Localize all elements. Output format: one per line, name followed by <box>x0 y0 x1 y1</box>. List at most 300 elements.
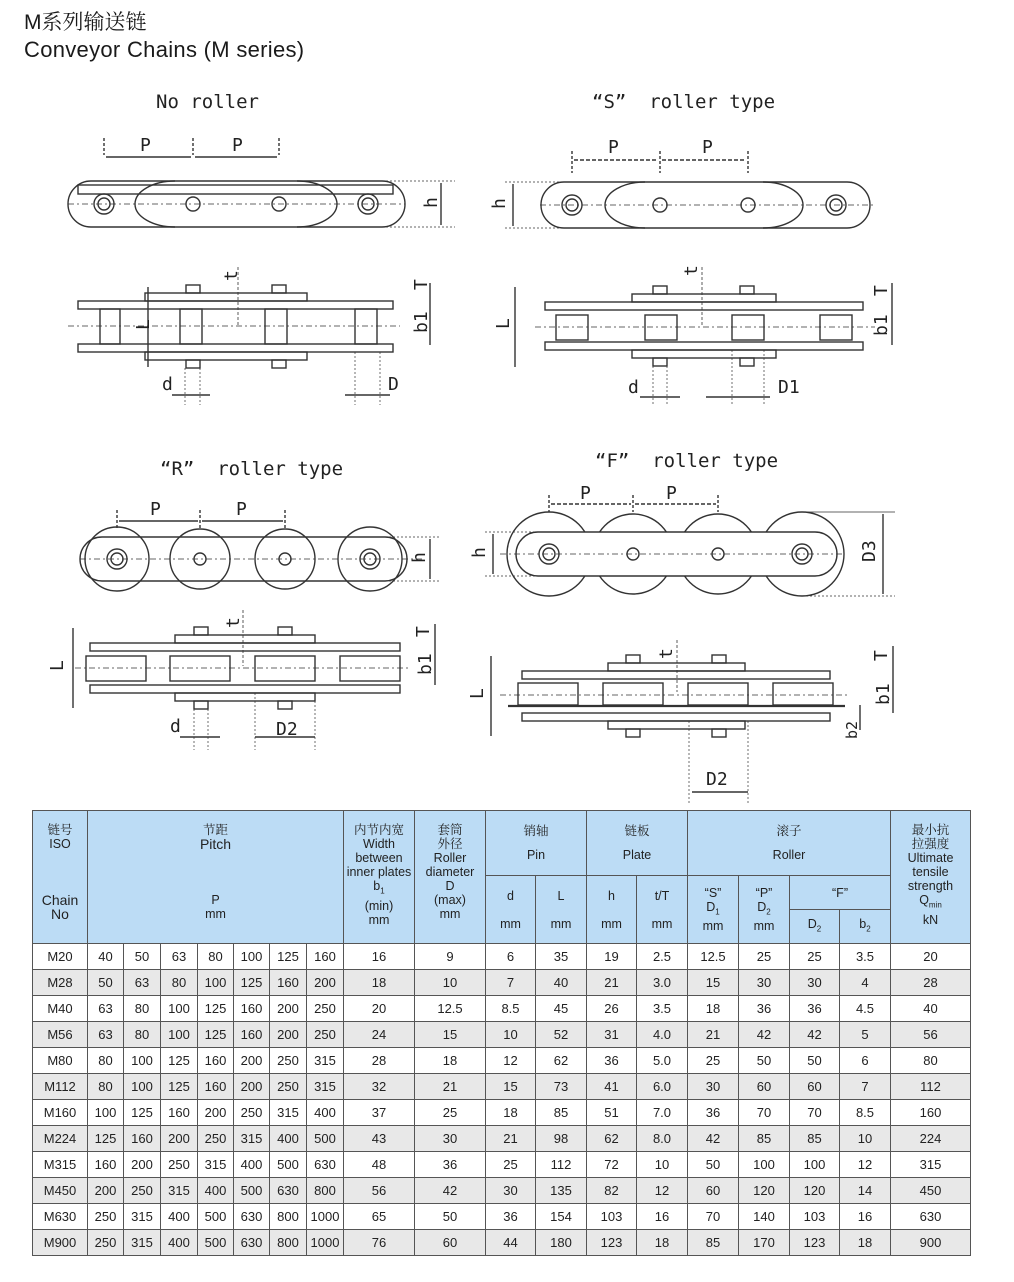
diagram-no-roller <box>60 85 460 415</box>
diagram-label: “R” roller type <box>160 458 344 480</box>
cell-pitch-6: 250 <box>307 996 344 1022</box>
cell-pitch-5: 200 <box>270 996 307 1022</box>
cell-pitch-2: 100 <box>161 1022 198 1048</box>
dim-label-T: T <box>411 279 432 290</box>
cell-plate-tT: 7.0 <box>637 1100 688 1126</box>
cell-pin-d: 25 <box>486 1152 536 1178</box>
cell-roller-diameter: 30 <box>415 1126 486 1152</box>
header-roller-diameter: 套筒 外径 Roller diameter D (max) mm <box>415 811 486 944</box>
cell-pitch-1: 80 <box>124 1022 161 1048</box>
cell-pitch-4: 400 <box>234 1152 270 1178</box>
dim-label-t: t <box>656 648 677 659</box>
cell-pitch-2: 80 <box>161 970 198 996</box>
table-row <box>33 944 971 970</box>
cell-pitch-6: 1000 <box>307 1230 344 1256</box>
cell-chain: M450 <box>33 1178 88 1204</box>
cell-pin-d: 44 <box>486 1230 536 1256</box>
cell-roller-f-D2: 85 <box>790 1126 840 1152</box>
cell-roller-f-b2: 3.5 <box>840 944 891 970</box>
cell-roller-f-D2: 103 <box>790 1204 840 1230</box>
cell-plate-h: 36 <box>587 1048 637 1074</box>
cell-roller-f-b2: 4 <box>840 970 891 996</box>
table-row <box>33 1126 971 1152</box>
header-roller-f-D2: $D_2$ <box>790 910 840 944</box>
cell-roller-f-D2: 25 <box>790 944 840 970</box>
cell-pitch-1: 200 <box>124 1152 161 1178</box>
cell-pin-L: 35 <box>536 944 587 970</box>
chain-drawing-f-roller <box>460 440 900 790</box>
header-plate-h: h mm <box>587 876 637 944</box>
cell-roller-p-D2: 30 <box>739 970 790 996</box>
table-row <box>33 1152 971 1178</box>
table-row <box>33 1230 971 1256</box>
cell-plate-h: 51 <box>587 1100 637 1126</box>
cell-pitch-2: 100 <box>161 996 198 1022</box>
cell-strength-Q: 40 <box>891 996 971 1022</box>
cell-strength-Q: 20 <box>891 944 971 970</box>
cell-pin-L: 98 <box>536 1126 587 1152</box>
cell-b1: 18 <box>344 970 415 996</box>
cell-roller-f-D2: 100 <box>790 1152 840 1178</box>
cell-strength-Q: 56 <box>891 1022 971 1048</box>
cell-roller-f-b2: 7 <box>840 1074 891 1100</box>
cell-roller-p-D2: 100 <box>739 1152 790 1178</box>
chain-drawing-s-roller <box>480 85 900 415</box>
cell-pitch-3: 125 <box>198 996 234 1022</box>
cell-plate-tT: 4.0 <box>637 1022 688 1048</box>
cell-pitch-5: 125 <box>270 944 307 970</box>
header-roller-s-D1: “S” $D_1$ mm <box>688 876 739 944</box>
cell-roller-f-D2: 30 <box>790 970 840 996</box>
header-roller-p-D2: “P” $D_2$ mm <box>739 876 790 944</box>
cell-pitch-5: 160 <box>270 970 307 996</box>
cell-roller-diameter: 10 <box>415 970 486 996</box>
cell-roller-s-D1: 12.5 <box>688 944 739 970</box>
table-row <box>33 970 971 996</box>
cell-pitch-1: 250 <box>124 1178 161 1204</box>
cell-chain: M20 <box>33 944 88 970</box>
dim-label-p: P <box>666 483 677 504</box>
cell-plate-tT: 8.0 <box>637 1126 688 1152</box>
cell-pin-L: 45 <box>536 996 587 1022</box>
cell-roller-f-b2: 4.5 <box>840 996 891 1022</box>
cell-roller-f-b2: 6 <box>840 1048 891 1074</box>
cell-strength-Q: 112 <box>891 1074 971 1100</box>
dim-label-p: P <box>232 135 243 156</box>
cell-roller-s-D1: 70 <box>688 1204 739 1230</box>
cell-plate-h: 19 <box>587 944 637 970</box>
cell-pin-d: 12 <box>486 1048 536 1074</box>
cell-pitch-1: 315 <box>124 1230 161 1256</box>
cell-roller-diameter: 18 <box>415 1048 486 1074</box>
cell-roller-f-b2: 8.5 <box>840 1100 891 1126</box>
cell-pitch-0: 80 <box>88 1074 124 1100</box>
cell-pin-L: 180 <box>536 1230 587 1256</box>
cell-roller-diameter: 12.5 <box>415 996 486 1022</box>
dim-label-T: T <box>871 650 892 661</box>
header-pin-L: L mm <box>536 876 587 944</box>
cell-roller-diameter: 21 <box>415 1074 486 1100</box>
cell-pitch-6: 250 <box>307 1022 344 1048</box>
cell-pitch-0: 40 <box>88 944 124 970</box>
cell-strength-Q: 315 <box>891 1152 971 1178</box>
cell-pitch-1: 63 <box>124 970 161 996</box>
cell-strength-Q: 224 <box>891 1126 971 1152</box>
cell-pitch-6: 315 <box>307 1074 344 1100</box>
cell-pitch-2: 63 <box>161 944 198 970</box>
cell-plate-h: 26 <box>587 996 637 1022</box>
cell-plate-tT: 16 <box>637 1204 688 1230</box>
cell-chain: M900 <box>33 1230 88 1256</box>
chain-drawing-r-roller <box>40 450 460 760</box>
cell-strength-Q: 160 <box>891 1100 971 1126</box>
cell-pitch-2: 315 <box>161 1178 198 1204</box>
diagram-label: “S” roller type <box>592 91 776 113</box>
dim-label-d: d <box>628 377 639 398</box>
table-row <box>33 1204 971 1230</box>
cell-pitch-3: 125 <box>198 1022 234 1048</box>
cell-pitch-1: 100 <box>124 1074 161 1100</box>
cell-pitch-3: 200 <box>198 1100 234 1126</box>
cell-roller-s-D1: 36 <box>688 1100 739 1126</box>
dim-label-h: h <box>409 552 430 563</box>
cell-b1: 24 <box>344 1022 415 1048</box>
cell-plate-h: 72 <box>587 1152 637 1178</box>
cell-pitch-1: 50 <box>124 944 161 970</box>
cell-pitch-4: 200 <box>234 1048 270 1074</box>
header-roller-f-b2: $b_2$ <box>840 910 891 944</box>
cell-pitch-4: 160 <box>234 996 270 1022</box>
cell-pitch-2: 250 <box>161 1152 198 1178</box>
dim-label-b2: b2 <box>843 720 861 739</box>
cell-pitch-5: 250 <box>270 1048 307 1074</box>
title-english: Conveyor Chains (M series) <box>24 37 305 62</box>
cell-pitch-6: 160 <box>307 944 344 970</box>
dim-label-t: t <box>681 265 702 276</box>
header-plate: 链板 Plate <box>587 811 688 876</box>
dim-label-p: P <box>580 483 591 504</box>
cell-pitch-6: 315 <box>307 1048 344 1074</box>
cell-pitch-1: 160 <box>124 1126 161 1152</box>
cell-roller-s-D1: 30 <box>688 1074 739 1100</box>
cell-b1: 65 <box>344 1204 415 1230</box>
cell-pitch-4: 500 <box>234 1178 270 1204</box>
cell-pitch-4: 315 <box>234 1126 270 1152</box>
dim-label-t: t <box>221 270 242 281</box>
cell-pitch-3: 160 <box>198 1074 234 1100</box>
cell-pitch-2: 125 <box>161 1074 198 1100</box>
cell-pitch-4: 200 <box>234 1074 270 1100</box>
cell-roller-f-b2: 18 <box>840 1230 891 1256</box>
cell-pitch-6: 1000 <box>307 1204 344 1230</box>
dim-label-p: P <box>150 499 161 520</box>
cell-plate-tT: 18 <box>637 1230 688 1256</box>
cell-pitch-4: 160 <box>234 1022 270 1048</box>
cell-chain: M56 <box>33 1022 88 1048</box>
dim-label-T: T <box>413 626 434 637</box>
cell-pin-d: 36 <box>486 1204 536 1230</box>
cell-plate-h: 103 <box>587 1204 637 1230</box>
cell-pitch-0: 250 <box>88 1204 124 1230</box>
header-pin: 销轴 Pin <box>486 811 587 876</box>
cell-b1: 16 <box>344 944 415 970</box>
cell-pitch-4: 630 <box>234 1204 270 1230</box>
cell-roller-f-D2: 42 <box>790 1022 840 1048</box>
cell-roller-f-b2: 10 <box>840 1126 891 1152</box>
cell-roller-p-D2: 50 <box>739 1048 790 1074</box>
cell-chain: M160 <box>33 1100 88 1126</box>
cell-plate-tT: 2.5 <box>637 944 688 970</box>
diagram-r-roller <box>40 450 460 760</box>
cell-chain: M630 <box>33 1204 88 1230</box>
cell-plate-tT: 6.0 <box>637 1074 688 1100</box>
cell-chain: M112 <box>33 1074 88 1100</box>
dim-label-p: P <box>702 137 713 158</box>
cell-pitch-3: 400 <box>198 1178 234 1204</box>
cell-roller-f-D2: 70 <box>790 1100 840 1126</box>
cell-pin-L: 154 <box>536 1204 587 1230</box>
cell-pitch-0: 50 <box>88 970 124 996</box>
cell-pitch-6: 500 <box>307 1126 344 1152</box>
cell-pitch-2: 400 <box>161 1204 198 1230</box>
cell-roller-s-D1: 85 <box>688 1230 739 1256</box>
cell-chain: M28 <box>33 970 88 996</box>
cell-roller-s-D1: 60 <box>688 1178 739 1204</box>
header-chain-no: 链号 ISO Chain No <box>33 811 88 944</box>
cell-b1: 37 <box>344 1100 415 1126</box>
cell-roller-p-D2: 60 <box>739 1074 790 1100</box>
dim-label-L: L <box>133 319 154 330</box>
cell-pitch-5: 630 <box>270 1178 307 1204</box>
cell-b1: 43 <box>344 1126 415 1152</box>
table-row <box>33 1022 971 1048</box>
cell-roller-s-D1: 50 <box>688 1152 739 1178</box>
header-plate-tT: t/T mm <box>637 876 688 944</box>
cell-pitch-3: 315 <box>198 1152 234 1178</box>
dim-label-h: h <box>489 198 510 209</box>
chain-drawing-no-roller <box>60 85 460 415</box>
cell-pitch-3: 80 <box>198 944 234 970</box>
dim-label-d: d <box>170 716 181 737</box>
cell-pitch-6: 400 <box>307 1100 344 1126</box>
cell-pitch-0: 100 <box>88 1100 124 1126</box>
cell-pin-L: 112 <box>536 1152 587 1178</box>
dim-label-L: L <box>493 318 514 329</box>
header-width-between-inner-plates: 内节内宽 Width between inner plates $b_1$ (min) mm <box>344 811 415 944</box>
cell-roller-s-D1: 25 <box>688 1048 739 1074</box>
cell-plate-h: 21 <box>587 970 637 996</box>
dim-label-D3: D3 <box>859 540 880 562</box>
cell-plate-tT: 5.0 <box>637 1048 688 1074</box>
cell-plate-h: 31 <box>587 1022 637 1048</box>
cell-pitch-4: 125 <box>234 970 270 996</box>
cell-pitch-3: 500 <box>198 1230 234 1256</box>
cell-strength-Q: 28 <box>891 970 971 996</box>
cell-strength-Q: 630 <box>891 1204 971 1230</box>
dim-label-p: P <box>608 137 619 158</box>
dim-label-L: L <box>47 660 68 671</box>
cell-pitch-3: 250 <box>198 1126 234 1152</box>
cell-pitch-2: 200 <box>161 1126 198 1152</box>
cell-chain: M224 <box>33 1126 88 1152</box>
cell-pitch-0: 125 <box>88 1126 124 1152</box>
cell-pitch-5: 800 <box>270 1230 307 1256</box>
cell-pitch-5: 250 <box>270 1074 307 1100</box>
cell-b1: 28 <box>344 1048 415 1074</box>
dim-label-d: d <box>162 374 173 395</box>
cell-pitch-6: 800 <box>307 1178 344 1204</box>
cell-plate-tT: 3.5 <box>637 996 688 1022</box>
cell-pitch-4: 100 <box>234 944 270 970</box>
cell-pin-d: 6 <box>486 944 536 970</box>
page-title <box>24 10 304 64</box>
cell-plate-h: 123 <box>587 1230 637 1256</box>
dim-label-b1: b1 <box>415 653 436 675</box>
dim-label-b1: b1 <box>871 314 892 336</box>
table-row <box>33 1074 971 1100</box>
table-row <box>33 1100 971 1126</box>
cell-pin-d: 8.5 <box>486 996 536 1022</box>
cell-b1: 76 <box>344 1230 415 1256</box>
cell-pitch-5: 800 <box>270 1204 307 1230</box>
cell-roller-p-D2: 120 <box>739 1178 790 1204</box>
cell-roller-diameter: 36 <box>415 1152 486 1178</box>
header-roller-f: “F” <box>790 876 891 910</box>
cell-pin-L: 52 <box>536 1022 587 1048</box>
diagram-label: “F” roller type <box>595 450 779 472</box>
table-row <box>33 1048 971 1074</box>
cell-pitch-5: 400 <box>270 1126 307 1152</box>
header-pitch: 节距 Pitch P mm <box>88 811 344 944</box>
cell-roller-p-D2: 85 <box>739 1126 790 1152</box>
cell-roller-f-D2: 36 <box>790 996 840 1022</box>
cell-pitch-3: 160 <box>198 1048 234 1074</box>
header-roller: 滚子 Roller <box>688 811 891 876</box>
cell-pitch-1: 80 <box>124 996 161 1022</box>
dim-label-D2: D2 <box>276 719 298 740</box>
cell-plate-tT: 3.0 <box>637 970 688 996</box>
cell-pitch-0: 160 <box>88 1152 124 1178</box>
table-row <box>33 1178 971 1204</box>
cell-roller-diameter: 42 <box>415 1178 486 1204</box>
cell-chain: M315 <box>33 1152 88 1178</box>
cell-roller-f-D2: 123 <box>790 1230 840 1256</box>
cell-pitch-0: 63 <box>88 1022 124 1048</box>
dim-label-p: P <box>236 499 247 520</box>
cell-roller-diameter: 60 <box>415 1230 486 1256</box>
cell-pitch-2: 400 <box>161 1230 198 1256</box>
cell-roller-p-D2: 140 <box>739 1204 790 1230</box>
cell-roller-f-b2: 14 <box>840 1178 891 1204</box>
cell-plate-h: 62 <box>587 1126 637 1152</box>
cell-chain: M80 <box>33 1048 88 1074</box>
cell-pitch-4: 250 <box>234 1100 270 1126</box>
cell-plate-h: 82 <box>587 1178 637 1204</box>
cell-roller-s-D1: 21 <box>688 1022 739 1048</box>
cell-strength-Q: 900 <box>891 1230 971 1256</box>
cell-strength-Q: 450 <box>891 1178 971 1204</box>
dim-label-t: t <box>223 617 244 628</box>
table-body <box>33 944 971 1256</box>
cell-pitch-5: 500 <box>270 1152 307 1178</box>
cell-pin-L: 85 <box>536 1100 587 1126</box>
cell-roller-f-D2: 120 <box>790 1178 840 1204</box>
cell-roller-f-D2: 60 <box>790 1074 840 1100</box>
cell-b1: 48 <box>344 1152 415 1178</box>
dim-label-p: P <box>140 135 151 156</box>
dim-label-b1: b1 <box>873 683 894 705</box>
cell-pin-L: 40 <box>536 970 587 996</box>
cell-b1: 20 <box>344 996 415 1022</box>
cell-roller-s-D1: 42 <box>688 1126 739 1152</box>
diagram-label: No roller <box>156 91 259 113</box>
cell-roller-f-b2: 12 <box>840 1152 891 1178</box>
cell-roller-diameter: 25 <box>415 1100 486 1126</box>
cell-pitch-3: 100 <box>198 970 234 996</box>
cell-plate-h: 41 <box>587 1074 637 1100</box>
cell-strength-Q: 80 <box>891 1048 971 1074</box>
cell-pitch-0: 63 <box>88 996 124 1022</box>
cell-pin-L: 135 <box>536 1178 587 1204</box>
cell-plate-tT: 12 <box>637 1178 688 1204</box>
dim-label-h: h <box>469 547 490 558</box>
header-ultimate-tensile-strength: 最小抗 拉强度 Ultimate tensile strength $Q_{min}$ kN <box>891 811 971 944</box>
cell-plate-tT: 10 <box>637 1152 688 1178</box>
cell-roller-f-b2: 16 <box>840 1204 891 1230</box>
cell-pitch-0: 250 <box>88 1230 124 1256</box>
header-pin-d: d mm <box>486 876 536 944</box>
cell-pin-L: 62 <box>536 1048 587 1074</box>
cell-roller-diameter: 9 <box>415 944 486 970</box>
cell-roller-f-b2: 5 <box>840 1022 891 1048</box>
cell-chain: M40 <box>33 996 88 1022</box>
cell-pin-d: 10 <box>486 1022 536 1048</box>
dim-label-D: D <box>388 374 399 395</box>
cell-b1: 32 <box>344 1074 415 1100</box>
cell-pitch-5: 315 <box>270 1100 307 1126</box>
dim-label-T: T <box>871 285 892 296</box>
cell-pitch-1: 315 <box>124 1204 161 1230</box>
cell-pitch-5: 200 <box>270 1022 307 1048</box>
diagram-s-roller <box>480 85 900 415</box>
table-row <box>33 996 971 1022</box>
dim-label-L: L <box>467 688 488 699</box>
cell-pitch-1: 125 <box>124 1100 161 1126</box>
cell-pitch-3: 500 <box>198 1204 234 1230</box>
cell-pitch-4: 630 <box>234 1230 270 1256</box>
cell-pin-d: 30 <box>486 1178 536 1204</box>
dim-label-b1: b1 <box>411 311 432 333</box>
dim-label-D2: D2 <box>706 769 728 790</box>
spec-table <box>32 810 971 1256</box>
cell-roller-diameter: 50 <box>415 1204 486 1230</box>
cell-pin-L: 73 <box>536 1074 587 1100</box>
cell-pitch-2: 160 <box>161 1100 198 1126</box>
cell-roller-p-D2: 25 <box>739 944 790 970</box>
cell-roller-p-D2: 70 <box>739 1100 790 1126</box>
cell-roller-p-D2: 42 <box>739 1022 790 1048</box>
cell-roller-diameter: 15 <box>415 1022 486 1048</box>
cell-pitch-1: 100 <box>124 1048 161 1074</box>
cell-pin-d: 18 <box>486 1100 536 1126</box>
dim-label-h: h <box>421 197 442 208</box>
cell-roller-p-D2: 36 <box>739 996 790 1022</box>
cell-pitch-2: 125 <box>161 1048 198 1074</box>
dim-label-D1: D1 <box>778 377 800 398</box>
cell-pitch-6: 200 <box>307 970 344 996</box>
diagram-f-roller <box>460 440 900 790</box>
cell-pin-d: 15 <box>486 1074 536 1100</box>
